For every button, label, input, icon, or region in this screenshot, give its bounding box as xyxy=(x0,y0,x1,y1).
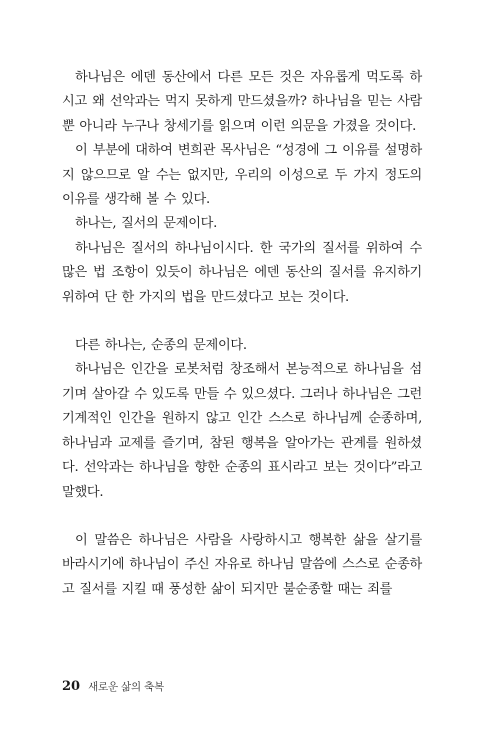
paragraph-conclusion: 이 말씀은 하나님은 사람을 사랑하시고 행복한 삶을 살기를 바라시기에 하나님이 주신 자유로 하나님 말씀에 스스로 순종하고 질서를 지킬 때 풍성한 삶이 되지만 불순종할 때는 죄를 xyxy=(62,532,422,597)
paragraph-obedience-explanation: 하나님은 인간을 로봇처럼 창조해서 본능적으로 하나님을 섬기며 살아갈 수 있도록 만들 수 있으셨다. 그러나 하나님은 그런 기계적인 인간을 원하지 않고 인간 스스로 하나님께 순종하며, 하나님과 교제를 즐기며, 참된 행복을 알아가는 관계를 원하셨다. 선악과는 하나님을 향한 순종의 표시라고 보는 것이다”라고 말했다. xyxy=(62,362,422,500)
paragraph-gap xyxy=(62,505,422,529)
page-number: 20 xyxy=(62,679,81,694)
paragraph-order-heading: 하나는, 질서의 문제이다. xyxy=(75,216,217,232)
paragraph-pastor-quote: 이 부분에 대하여 변희관 목사님은 “성경에 그 이유를 설명하지 않으므로 알 수는 없지만, 우리의 이성으로 두 가지 정도의 이유를 생각해 볼 수 있다. xyxy=(62,143,422,208)
paragraph-gap xyxy=(62,310,422,334)
paragraph-order-explanation: 하나님은 질서의 하나님이시다. 한 국가의 질서를 위하여 수많은 법 조항이 있듯이 하나님은 에덴 동산의 질서를 유지하기 위하여 단 한 가지의 법을 만드셨다고 보는 것이다. xyxy=(62,240,422,305)
page-body xyxy=(62,66,422,602)
paragraph-obedience-heading: 다른 하나는, 순종의 문제이다. xyxy=(75,338,247,354)
running-title: 새로운 삶의 축복 xyxy=(88,681,164,693)
page-footer xyxy=(62,679,164,694)
paragraph-eden-question: 하나님은 에덴 동산에서 다른 모든 것은 자유롭게 먹도록 하시고 왜 선악과는 먹지 못하게 만드셨을까? 하나님을 믿는 사람뿐 아니라 누구나 창세기를 읽으며 이런 의문을 가졌을 것이다. xyxy=(62,70,422,134)
